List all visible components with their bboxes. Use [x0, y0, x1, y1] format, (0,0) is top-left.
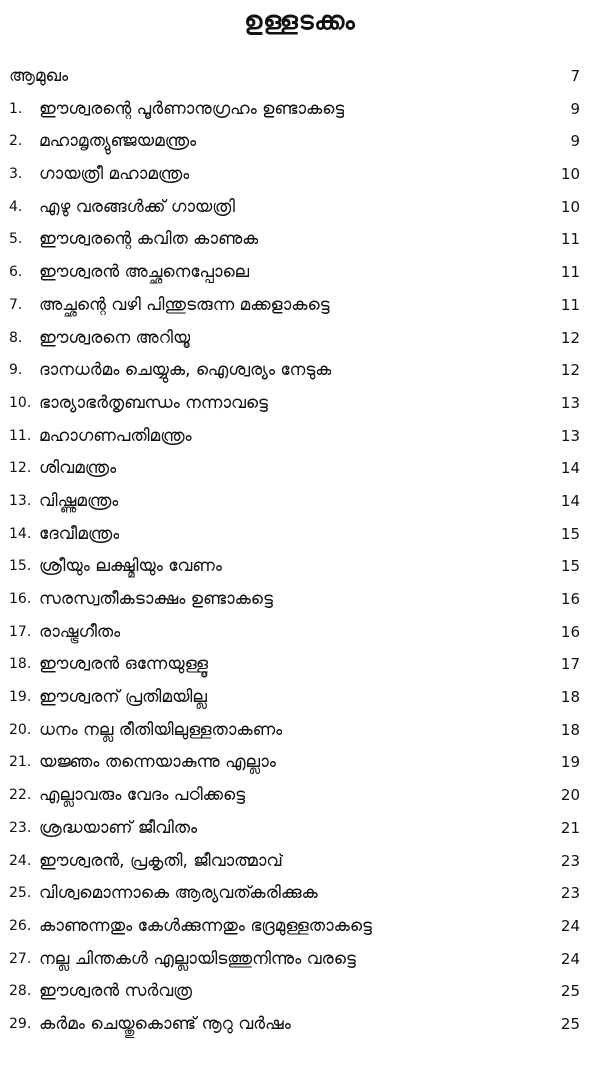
toc-entry: [0, 746, 600, 779]
toc-entry-page-number: 25: [560, 982, 580, 1001]
toc-entry: [0, 550, 600, 583]
toc-entry-title: വിശ്വമൊന്നാകെ ആര്യവത്കരിക്കുക: [39, 883, 318, 904]
toc-entry-title: ഈശ്വരന്റെ പൂർണാനുഗ്രഹം ഉണ്ടാകട്ടെ: [39, 98, 345, 119]
toc-entry-number: 21.: [9, 754, 32, 771]
toc-entry: [0, 714, 600, 747]
toc-entry-page-number: 13: [560, 393, 580, 412]
toc-entry-page-number: 11: [560, 230, 580, 249]
toc-entry-number: 3.: [9, 166, 23, 183]
toc-entry-number: 19.: [9, 689, 32, 706]
toc-entry-title: ഗായത്രീ മഹാമന്ത്രം: [39, 164, 190, 185]
toc-entry-page-number: 10: [560, 197, 580, 216]
toc-entry-page-number: 25: [560, 1014, 580, 1033]
toc-entry-number: 2.: [9, 133, 23, 150]
toc-entry-title: യജ്ഞം തന്നെയാകുന്നു എല്ലാം: [39, 752, 276, 773]
toc-entry-number: 24.: [9, 852, 32, 869]
toc-entry-number: 26.: [9, 917, 32, 934]
toc-entry: [0, 845, 600, 878]
toc-entry-title: ഈശ്വരൻ അച്ഛനെപ്പോലെ: [39, 262, 250, 283]
page-title: ഉള്ളടക്കം: [244, 6, 356, 35]
toc-entry: [0, 420, 600, 453]
toc-entry-title: ഭാര്യാഭർതൃബന്ധം നന്നാവട്ടെ: [39, 392, 268, 413]
toc-entry-title: ശ്രീയും ലക്ഷ്മിയും വേണം: [39, 556, 222, 577]
toc-entry: [0, 975, 600, 1008]
toc-entry-number: 25.: [9, 885, 32, 902]
toc-entry-title: നല്ല ചിന്തകൾ എല്ലായിടത്തുനിന്നും വരട്ടെ: [39, 948, 356, 969]
toc-entry-number: 27.: [9, 950, 32, 967]
toc-entry: [0, 158, 600, 191]
toc-entry: [0, 322, 600, 355]
toc-entry-page-number: 15: [560, 524, 580, 543]
toc-entry-title: ഈശ്വരൻ സർവത്ര: [39, 981, 193, 1002]
toc-entry-title: അച്ഛന്റെ വഴി പിന്തുടരുന്ന മക്കളാകട്ടെ: [39, 294, 330, 315]
toc-entry-page-number: 20: [560, 786, 580, 805]
toc-entry-number: 4.: [9, 198, 23, 215]
toc-entry: [0, 910, 600, 943]
toc-entry-title: ഈശ്വരന് പ്രതിമയില്ല: [39, 687, 207, 708]
toc-entry-page-number: 9: [570, 132, 580, 151]
toc-entry-number: 29.: [9, 1015, 32, 1032]
toc-entry-page-number: 23: [560, 851, 580, 870]
toc-entry-title: വിഷ്ണുമന്ത്രം: [39, 490, 119, 511]
toc-entry: [0, 583, 600, 616]
toc-entry-page-number: 24: [560, 916, 580, 935]
toc-entry-page-number: 17: [560, 655, 580, 674]
toc-entry-number: 7.: [9, 296, 23, 313]
toc-entry-page-number: 11: [560, 295, 580, 314]
toc-entry-number: 20.: [9, 721, 32, 738]
toc-entry: [0, 387, 600, 420]
toc-entry-number: 15.: [9, 558, 32, 575]
toc-entry-page-number: 14: [560, 491, 580, 510]
toc-entry-page-number: 7: [570, 67, 580, 85]
toc-entry-page-number: 18: [560, 720, 580, 739]
toc-entry-title: ഈശ്വരനെ അറിയൂ: [39, 327, 191, 348]
toc-entry: [0, 812, 600, 845]
toc-entry-title: എല്ലാവരും വേദം പഠിക്കട്ടെ: [39, 785, 246, 806]
toc-entry-page-number: 13: [560, 426, 580, 445]
toc-entry-title: രാഷ്ട്രഗീതം: [39, 621, 121, 642]
toc-entry-page-number: 15: [560, 557, 580, 576]
toc-entry-page-number: 12: [560, 328, 580, 347]
toc-entry-number: 14.: [9, 525, 32, 542]
toc-entry: [0, 1008, 600, 1041]
toc-entry: [0, 648, 600, 681]
toc-entry-title: ശിവമന്ത്രം: [39, 458, 117, 479]
toc-entry-number: 13.: [9, 492, 32, 509]
toc-list: [0, 60, 600, 1041]
toc-entry-title: ശ്രദ്ധയാണ് ജീവിതം: [39, 817, 198, 838]
toc-entry-page-number: 10: [560, 165, 580, 184]
toc-entry: [0, 518, 600, 551]
toc-entry: [0, 125, 600, 158]
toc-entry-title: ഈശ്വരന്റെ കവിത കാണുക: [39, 229, 259, 250]
toc-entry-number: 18.: [9, 656, 32, 673]
toc-entry-number: 12.: [9, 460, 32, 477]
toc-entry-page-number: 11: [560, 263, 580, 282]
toc-entry-title: മഹാമൃത്യുഞ്ജയമന്ത്രം: [39, 131, 197, 152]
toc-entry: [0, 943, 600, 976]
toc-entry-page-number: 21: [560, 818, 580, 837]
toc-entry: [0, 779, 600, 812]
toc-entry-title: ധനം നല്ല രീതിയിലുള്ളതാകണം: [39, 719, 283, 740]
toc-entry-title: ദാനധർമം ചെയ്യുക, ഐശ്വര്യം നേടുക: [39, 360, 332, 381]
toc-entry-title: കാണുന്നതും കേൾക്കുന്നതും ഭദ്രമുള്ളതാകട്ടെ: [39, 915, 372, 936]
toc-entry: [0, 60, 600, 93]
toc-entry-title: സരസ്വതീകടാക്ഷം ഉണ്ടാകട്ടെ: [39, 589, 273, 609]
toc-entry-page-number: 24: [560, 949, 580, 968]
toc-entry-number: 5.: [9, 231, 23, 248]
toc-entry-number: 11.: [9, 427, 32, 444]
toc-entry-number: 10.: [9, 394, 32, 411]
toc-entry-title: ദേവീമന്ത്രം: [39, 523, 120, 544]
toc-entry-number: 9.: [9, 362, 23, 379]
toc-entry-number: 17.: [9, 623, 32, 640]
toc-entry-number: 28.: [9, 983, 32, 1000]
toc-entry: [0, 223, 600, 256]
toc-entry-page-number: 16: [560, 622, 580, 641]
toc-entry: [0, 289, 600, 322]
toc-entry-title: എഴു വരങ്ങൾക്ക് ഗായത്രി: [39, 196, 235, 217]
toc-entry-number: 8.: [9, 329, 23, 346]
toc-entry-page-number: 9: [570, 99, 580, 118]
toc-entry: [0, 256, 600, 289]
toc-entry-title: മഹാഗണപതിമന്ത്രം: [39, 425, 192, 446]
toc-entry: [0, 616, 600, 649]
toc-entry: [0, 93, 600, 126]
toc-entry-number: 1.: [9, 100, 23, 117]
toc-entry-title: ഈശ്വരൻ, പ്രകൃതി, ജീവാത്മാവ്: [39, 850, 283, 871]
toc-entry-page-number: 16: [560, 590, 580, 608]
toc-entry-title: കർമം ചെയ്തുകൊണ്ട് നൂറു വർഷം: [39, 1013, 291, 1034]
toc-entry: [0, 681, 600, 714]
toc-entry-page-number: 14: [560, 459, 580, 478]
toc-entry-number: 23.: [9, 819, 32, 836]
toc-entry: [0, 191, 600, 224]
toc-entry-page-number: 19: [560, 753, 580, 772]
toc-entry-page-number: 12: [560, 361, 580, 380]
toc-entry-page-number: 23: [560, 884, 580, 903]
toc-entry: [0, 485, 600, 518]
toc-entry-title: ആമുഖം: [9, 66, 69, 86]
toc-entry-number: 22.: [9, 787, 32, 804]
toc-entry-number: 16.: [9, 591, 32, 607]
toc-entry: [0, 452, 600, 485]
toc-entry: [0, 877, 600, 910]
toc-entry-title: ഈശ്വരൻ ഒന്നേയുള്ളൂ: [39, 654, 209, 675]
toc-entry-number: 6.: [9, 264, 23, 281]
toc-entry: [0, 354, 600, 387]
toc-entry-page-number: 18: [560, 688, 580, 707]
